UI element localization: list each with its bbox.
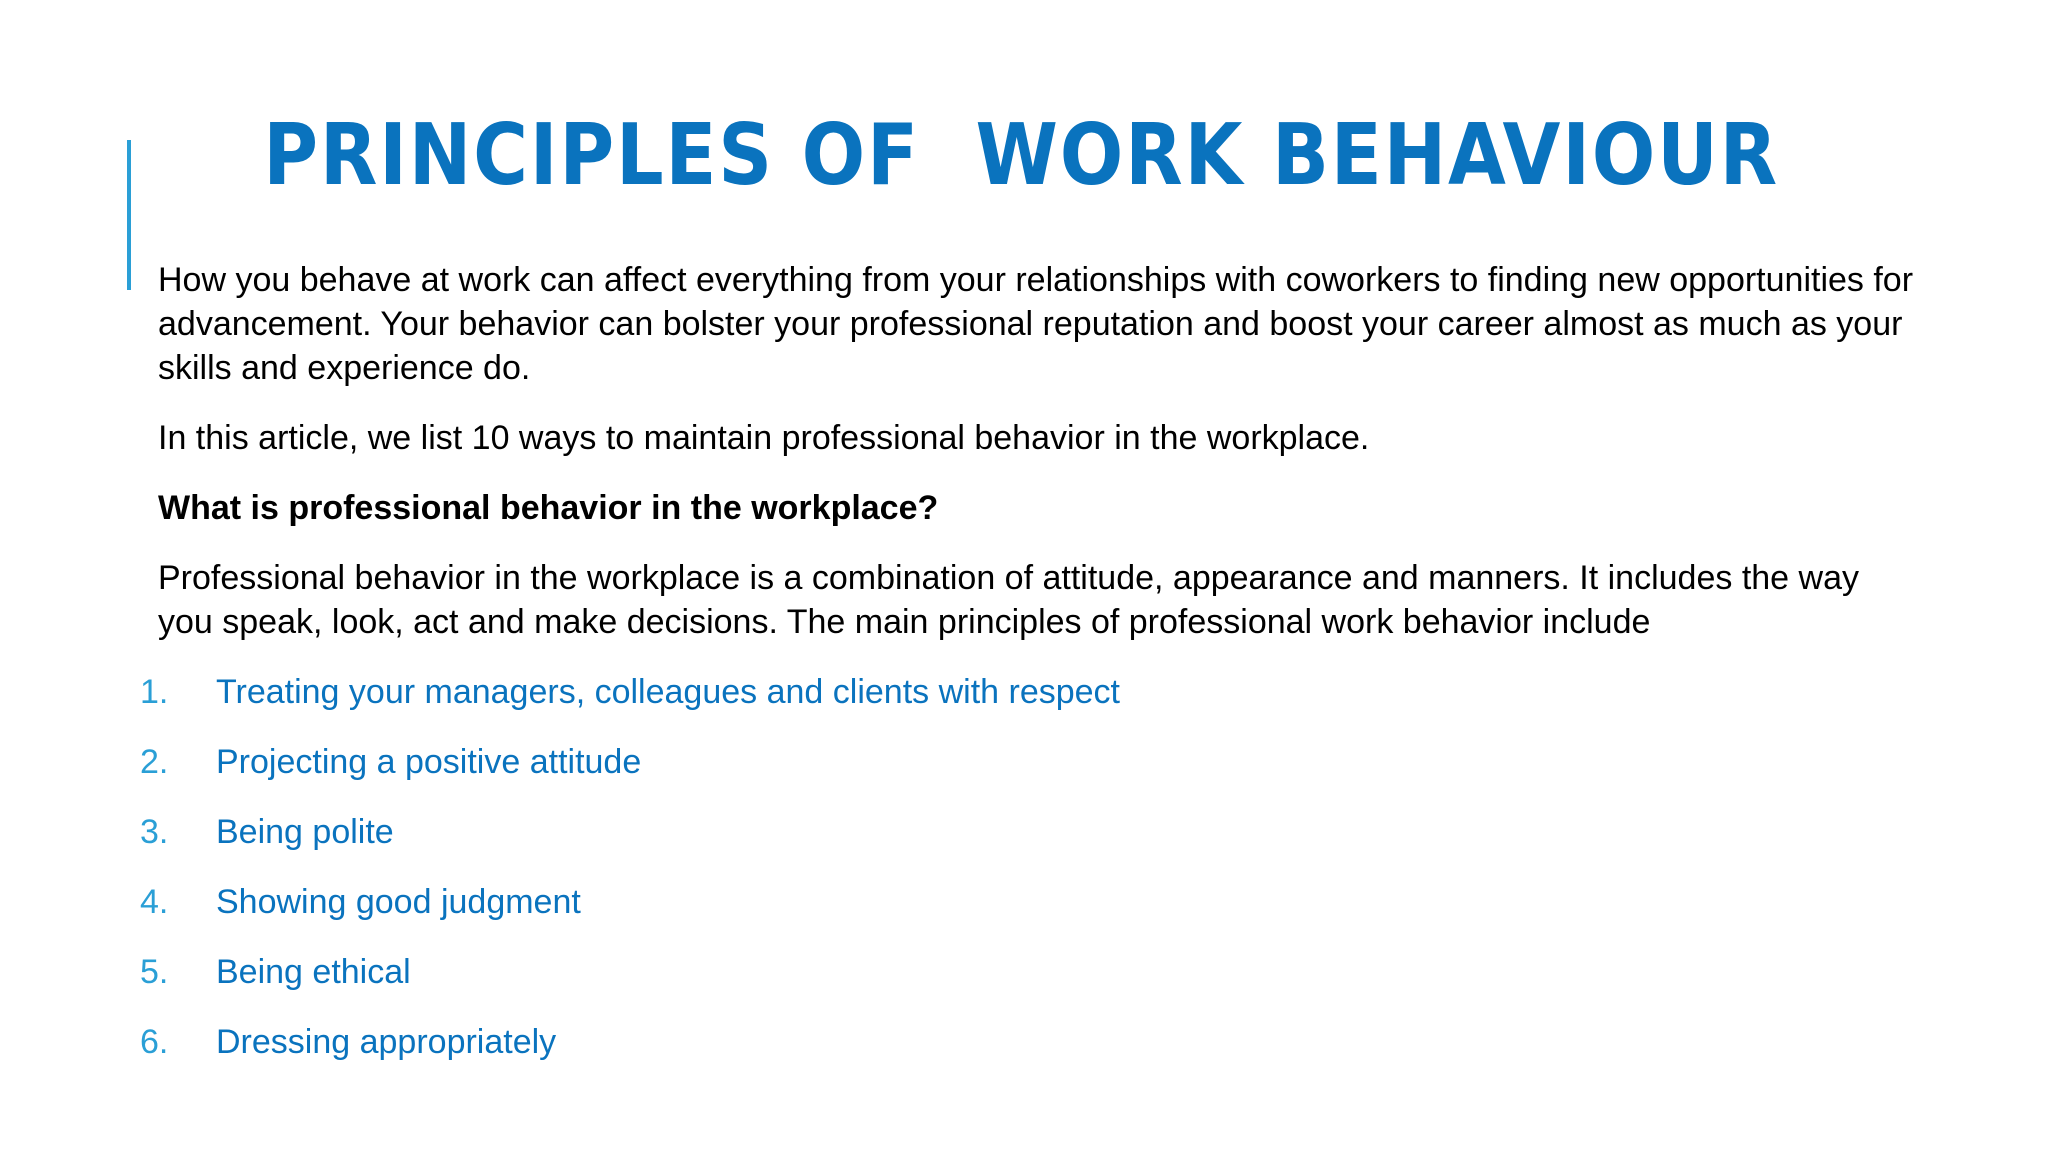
list-number: 4. [140,883,169,921]
list-text: Dressing appropriately [216,1023,557,1061]
slide-body [158,258,1918,670]
definition-paragraph: Professional behavior in the workplace is a combination of attitude, appearance and manners. It includes the way you speak, look, act and make decisions. The main principles of professional work behavior include [158,559,1859,641]
list-text: Showing good judgment [216,883,581,921]
list-text: Being polite [216,813,394,851]
list-text: Being ethical [216,953,411,991]
list-text: Projecting a positive attitude [216,743,642,781]
section-heading: What is professional behavior in the workplace? [158,489,939,527]
list-number: 5. [140,953,169,991]
slide-title: PRINCIPLES OF WORK BEHAVIOUR [263,106,1779,205]
article-paragraph: In this article, we list 10 ways to maintain professional behavior in the workplace. [158,419,1370,457]
list-text: Treating your managers, colleagues and clients with respect [216,673,1120,711]
list-number: 3. [140,813,169,851]
list-number: 1. [140,673,169,711]
intro-paragraph: How you behave at work can affect everything from your relationships with coworkers to finding new opportunities for advancement. Your behavior can bolster your professional reputation and boost your career almost as much as your skills and experience do. [158,261,1914,387]
list-number: 6. [140,1023,169,1061]
list-number: 2. [140,743,169,781]
